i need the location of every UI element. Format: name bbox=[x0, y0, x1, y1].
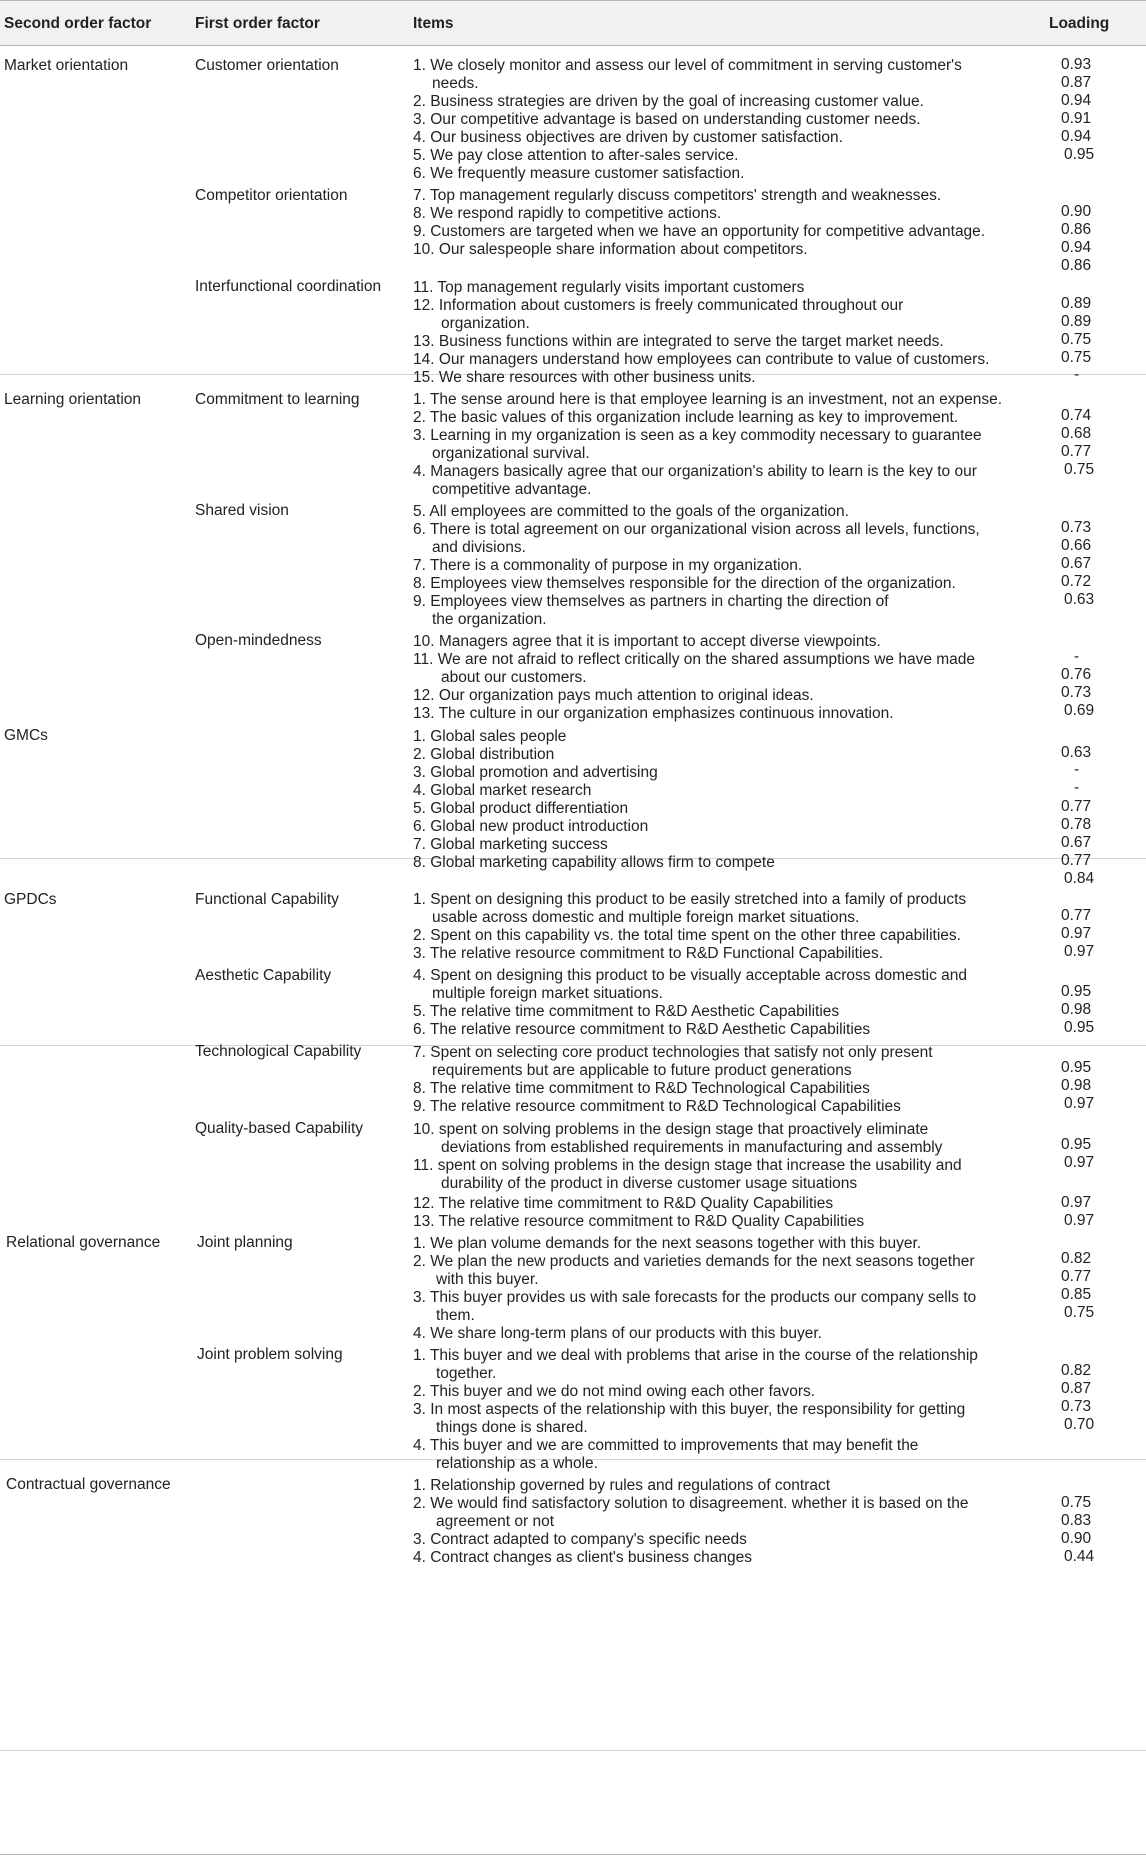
loading-value: 0.95 bbox=[1064, 146, 1095, 163]
item-line: 13. Business functions within are integrated to serve the target market needs. bbox=[413, 333, 944, 350]
item-line: 2. We would find satisfactory solution to disagreement. whether it is based on the bbox=[413, 1495, 969, 1512]
item-line: needs. bbox=[432, 75, 479, 92]
item-line: 10. spent on solving problems in the design stage that proactively eliminate bbox=[413, 1121, 929, 1138]
loading-value: 0.98 bbox=[1061, 1001, 1092, 1018]
loading-value: 0.82 bbox=[1061, 1250, 1092, 1267]
item-line: 14. Our managers understand how employees can contribute to value of customers. bbox=[413, 351, 990, 368]
loading-value: 0.77 bbox=[1061, 852, 1092, 869]
item-line: together. bbox=[436, 1365, 497, 1382]
item-line: 12. Information about customers is freely communicated throughout our bbox=[413, 297, 904, 314]
loading-value: 0.90 bbox=[1061, 203, 1092, 220]
loading-value: 0.82 bbox=[1061, 1362, 1092, 1379]
item-line: agreement or not bbox=[436, 1513, 555, 1530]
loading-value: 0.74 bbox=[1061, 407, 1092, 424]
loading-value: 0.75 bbox=[1061, 349, 1092, 366]
first-order-factor: Technological Capability bbox=[195, 1043, 362, 1060]
item-line: 4. Spent on designing this product to be visually acceptable across domestic and bbox=[413, 967, 968, 984]
loading-value: 0.77 bbox=[1061, 907, 1092, 924]
item-line: with this buyer. bbox=[436, 1271, 539, 1288]
group-divider bbox=[0, 1750, 1146, 1751]
item-line: 4. Contract changes as client's business changes bbox=[413, 1549, 752, 1566]
item-line: 10. Our salespeople share information about competitors. bbox=[413, 241, 808, 258]
item-line: the organization. bbox=[432, 611, 547, 628]
item-line: 3. The relative resource commitment to R&D Functional Capabilities. bbox=[413, 945, 884, 962]
item-line: organization. bbox=[441, 315, 530, 332]
item-line: 1. Relationship governed by rules and regulations of contract bbox=[413, 1477, 831, 1494]
header-items: Items bbox=[413, 15, 454, 32]
item-line: 3. In most aspects of the relationship with this buyer, the responsibility for getting bbox=[413, 1401, 966, 1418]
loading-value: - bbox=[1074, 366, 1080, 383]
item-line: 3. This buyer provides us with sale forecasts for the products our company sells to bbox=[413, 1289, 977, 1306]
loading-value: 0.97 bbox=[1064, 1212, 1095, 1229]
item-line: 5. We pay close attention to after-sales service. bbox=[413, 147, 739, 164]
item-line: 2. Business strategies are driven by the goal of increasing customer value. bbox=[413, 93, 924, 110]
item-line: 3. Contract adapted to company's specific needs bbox=[413, 1531, 747, 1548]
item-line: 5. The relative time commitment to R&D Aesthetic Capabilities bbox=[413, 1003, 840, 1020]
item-line: 9. The relative resource commitment to R&D Technological Capabilities bbox=[413, 1098, 901, 1115]
loading-value: 0.68 bbox=[1061, 425, 1092, 442]
first-order-factor: Shared vision bbox=[195, 502, 289, 519]
item-line: 15. We share resources with other business units. bbox=[413, 369, 756, 386]
item-line: 1. We plan volume demands for the next seasons together with this buyer. bbox=[413, 1235, 922, 1252]
item-line: 3. Learning in my organization is seen as a key commodity necessary to guarantee bbox=[413, 427, 982, 444]
loading-value: 0.95 bbox=[1061, 983, 1092, 1000]
item-line: 8. We respond rapidly to competitive actions. bbox=[413, 205, 722, 222]
item-line: them. bbox=[436, 1307, 475, 1324]
loading-value: 0.94 bbox=[1061, 239, 1092, 256]
item-line: 8. The relative time commitment to R&D Technological Capabilities bbox=[413, 1080, 870, 1097]
loading-value: 0.75 bbox=[1061, 331, 1092, 348]
first-order-factor: Aesthetic Capability bbox=[195, 967, 332, 984]
first-order-factor: Joint planning bbox=[197, 1234, 293, 1251]
item-line: 4. We share long-term plans of our products with this buyer. bbox=[413, 1325, 822, 1342]
item-line: 12. The relative time commitment to R&D Quality Capabilities bbox=[413, 1195, 834, 1212]
item-line: 1. This buyer and we deal with problems that arise in the course of the relationship bbox=[413, 1347, 978, 1364]
first-order-factor: Commitment to learning bbox=[195, 391, 360, 408]
item-line: about our customers. bbox=[441, 669, 587, 686]
first-order-factor: Functional Capability bbox=[195, 891, 339, 908]
first-order-factor: Competitor orientation bbox=[195, 187, 348, 204]
loading-value: 0.94 bbox=[1061, 92, 1092, 109]
loading-value: 0.63 bbox=[1064, 591, 1095, 608]
item-line: 8. Employees view themselves responsible for the direction of the organization. bbox=[413, 575, 956, 592]
first-order-factor: Joint problem solving bbox=[197, 1346, 343, 1363]
loading-value: 0.97 bbox=[1064, 1154, 1095, 1171]
loading-value: 0.76 bbox=[1061, 666, 1092, 683]
loading-value: 0.97 bbox=[1061, 925, 1092, 942]
loading-value: 0.91 bbox=[1061, 110, 1092, 127]
item-line: durability of the product in diverse customer usage situations bbox=[441, 1175, 858, 1192]
first-order-factor: Open-mindedness bbox=[195, 632, 322, 649]
item-line: 7. There is a commonality of purpose in my organization. bbox=[413, 557, 803, 574]
item-line: and divisions. bbox=[432, 539, 526, 556]
item-line: 11. Top management regularly visits important customers bbox=[413, 279, 805, 296]
item-line: 2. The basic values of this organization include learning as key to improvement. bbox=[413, 409, 959, 426]
loading-value: 0.84 bbox=[1064, 870, 1095, 887]
loading-value: 0.70 bbox=[1064, 1416, 1095, 1433]
loading-value: 0.77 bbox=[1061, 1268, 1092, 1285]
loading-value: 0.44 bbox=[1064, 1548, 1095, 1565]
item-line: 8. Global marketing capability allows firm to compete bbox=[413, 854, 775, 871]
second-order-factor: GMCs bbox=[4, 727, 48, 744]
loading-value: 0.90 bbox=[1061, 1530, 1092, 1547]
item-line: 4. This buyer and we are committed to improvements that may benefit the bbox=[413, 1437, 919, 1454]
item-line: 1. We closely monitor and assess our level of commitment in serving customer's bbox=[413, 57, 962, 74]
loading-value: 0.75 bbox=[1061, 1494, 1092, 1511]
loading-value: 0.87 bbox=[1061, 1380, 1092, 1397]
second-order-factor: Relational governance bbox=[6, 1234, 161, 1251]
loading-value: 0.66 bbox=[1061, 537, 1092, 554]
loading-value: 0.73 bbox=[1061, 1398, 1092, 1415]
item-line: 3. Global promotion and advertising bbox=[413, 764, 658, 781]
loading-value: 0.94 bbox=[1061, 128, 1092, 145]
first-order-factor: Customer orientation bbox=[195, 57, 339, 74]
item-line: 6. There is total agreement on our organizational vision across all levels, functions, bbox=[413, 521, 980, 538]
item-line: multiple foreign market situations. bbox=[432, 985, 663, 1002]
loading-value: 0.98 bbox=[1061, 1077, 1092, 1094]
loading-value: 0.83 bbox=[1061, 1512, 1092, 1529]
loading-value: - bbox=[1074, 648, 1080, 665]
item-line: 13. The culture in our organization emphasizes continuous innovation. bbox=[413, 705, 894, 722]
loading-value: 0.75 bbox=[1064, 461, 1095, 478]
table-header bbox=[0, 0, 1146, 46]
loading-value: 0.89 bbox=[1061, 313, 1092, 330]
item-line: things done is shared. bbox=[436, 1419, 588, 1436]
item-line: 2. We plan the new products and varieties demands for the next seasons together bbox=[413, 1253, 975, 1270]
loading-value: 0.95 bbox=[1064, 1019, 1095, 1036]
item-line: requirements but are applicable to future product generations bbox=[432, 1062, 852, 1079]
item-line: 6. The relative resource commitment to R&D Aesthetic Capabilities bbox=[413, 1021, 871, 1038]
item-line: 7. Global marketing success bbox=[413, 836, 608, 853]
item-line: competitive advantage. bbox=[432, 481, 592, 498]
loading-value: 0.75 bbox=[1064, 1304, 1095, 1321]
item-line: 5. All employees are committed to the goals of the organization. bbox=[413, 503, 849, 520]
item-line: 7. Top management regularly discuss competitors' strength and weaknesses. bbox=[413, 187, 942, 204]
loading-value: 0.73 bbox=[1061, 519, 1092, 536]
item-line: 11. We are not afraid to reflect critically on the shared assumptions we have made bbox=[413, 651, 976, 668]
loading-value: - bbox=[1074, 761, 1080, 778]
loading-value: 0.97 bbox=[1061, 1194, 1092, 1211]
loading-value: - bbox=[1074, 779, 1080, 796]
item-line: 10. Managers agree that it is important to accept diverse viewpoints. bbox=[413, 633, 881, 650]
header-loading: Loading bbox=[1049, 15, 1110, 32]
item-line: 12. Our organization pays much attention to original ideas. bbox=[413, 687, 814, 704]
item-line: 5. Global product differentiation bbox=[413, 800, 629, 817]
second-order-factor: Market orientation bbox=[4, 57, 129, 74]
loading-value: 0.97 bbox=[1064, 1095, 1095, 1112]
item-line: 4. Managers basically agree that our organization's ability to learn is the key to our bbox=[413, 463, 977, 480]
item-line: usable across domestic and multiple foreign market situations. bbox=[432, 909, 860, 926]
loading-value: 0.67 bbox=[1061, 834, 1092, 851]
item-line: 4. Our business objectives are driven by customer satisfaction. bbox=[413, 129, 843, 146]
loading-value: 0.87 bbox=[1061, 74, 1092, 91]
item-line: relationship as a whole. bbox=[436, 1455, 598, 1472]
loading-value: 0.78 bbox=[1061, 816, 1092, 833]
item-line: 2. Spent on this capability vs. the total time spent on the other three capabilities. bbox=[413, 927, 961, 944]
loading-value: 0.85 bbox=[1061, 1286, 1092, 1303]
item-line: 13. The relative resource commitment to R&D Quality Capabilities bbox=[413, 1213, 865, 1230]
item-line: organizational survival. bbox=[432, 445, 590, 462]
item-line: 1. Spent on designing this product to be easily stretched into a family of products bbox=[413, 891, 967, 908]
item-line: 9. Employees view themselves as partners in charting the direction of bbox=[413, 593, 889, 610]
loading-value: 0.72 bbox=[1061, 573, 1092, 590]
item-line: 7. Spent on selecting core product technologies that satisfy not only present bbox=[413, 1044, 933, 1061]
loading-value: 0.67 bbox=[1061, 555, 1092, 572]
loading-value: 0.63 bbox=[1061, 744, 1092, 761]
loading-value: 0.95 bbox=[1061, 1059, 1092, 1076]
first-order-factor: Interfunctional coordination bbox=[195, 278, 382, 295]
item-line: 3. Our competitive advantage is based on understanding customer needs. bbox=[413, 111, 921, 128]
item-line: 1. Global sales people bbox=[413, 728, 567, 745]
item-line: 6. Global new product introduction bbox=[413, 818, 649, 835]
first-order-factor: Quality-based Capability bbox=[195, 1120, 364, 1137]
item-line: 9. Customers are targeted when we have an opportunity for competitive advantage. bbox=[413, 223, 986, 240]
loading-value: 0.69 bbox=[1064, 702, 1095, 719]
loading-value: 0.86 bbox=[1061, 221, 1092, 238]
item-line: 2. Global distribution bbox=[413, 746, 555, 763]
loading-value: 0.97 bbox=[1064, 943, 1095, 960]
second-order-factor: Learning orientation bbox=[4, 391, 142, 408]
item-line: 11. spent on solving problems in the design stage that increase the usability and bbox=[413, 1157, 962, 1174]
header-first-order: First order factor bbox=[195, 15, 320, 32]
item-line: 4. Global market research bbox=[413, 782, 592, 799]
item-line: 2. This buyer and we do not mind owing each other favors. bbox=[413, 1383, 816, 1400]
table-bottom-rule bbox=[0, 1854, 1146, 1855]
loading-value: 0.73 bbox=[1061, 684, 1092, 701]
item-line: 6. We frequently measure customer satisfaction. bbox=[413, 165, 745, 182]
loading-value: 0.86 bbox=[1061, 257, 1092, 274]
loading-value: 0.77 bbox=[1061, 443, 1092, 460]
item-line: 1. The sense around here is that employee learning is an investment, not an expense. bbox=[413, 391, 1003, 408]
second-order-factor: Contractual governance bbox=[6, 1476, 171, 1493]
second-order-factor: GPDCs bbox=[4, 891, 57, 908]
loading-value: 0.89 bbox=[1061, 295, 1092, 312]
loading-value: 0.93 bbox=[1061, 56, 1092, 73]
loading-value: 0.95 bbox=[1061, 1136, 1092, 1153]
loading-value: 0.77 bbox=[1061, 798, 1092, 815]
header-second-order: Second order factor bbox=[4, 15, 152, 32]
item-line: deviations from established requirements in manufacturing and assembly bbox=[441, 1139, 943, 1156]
